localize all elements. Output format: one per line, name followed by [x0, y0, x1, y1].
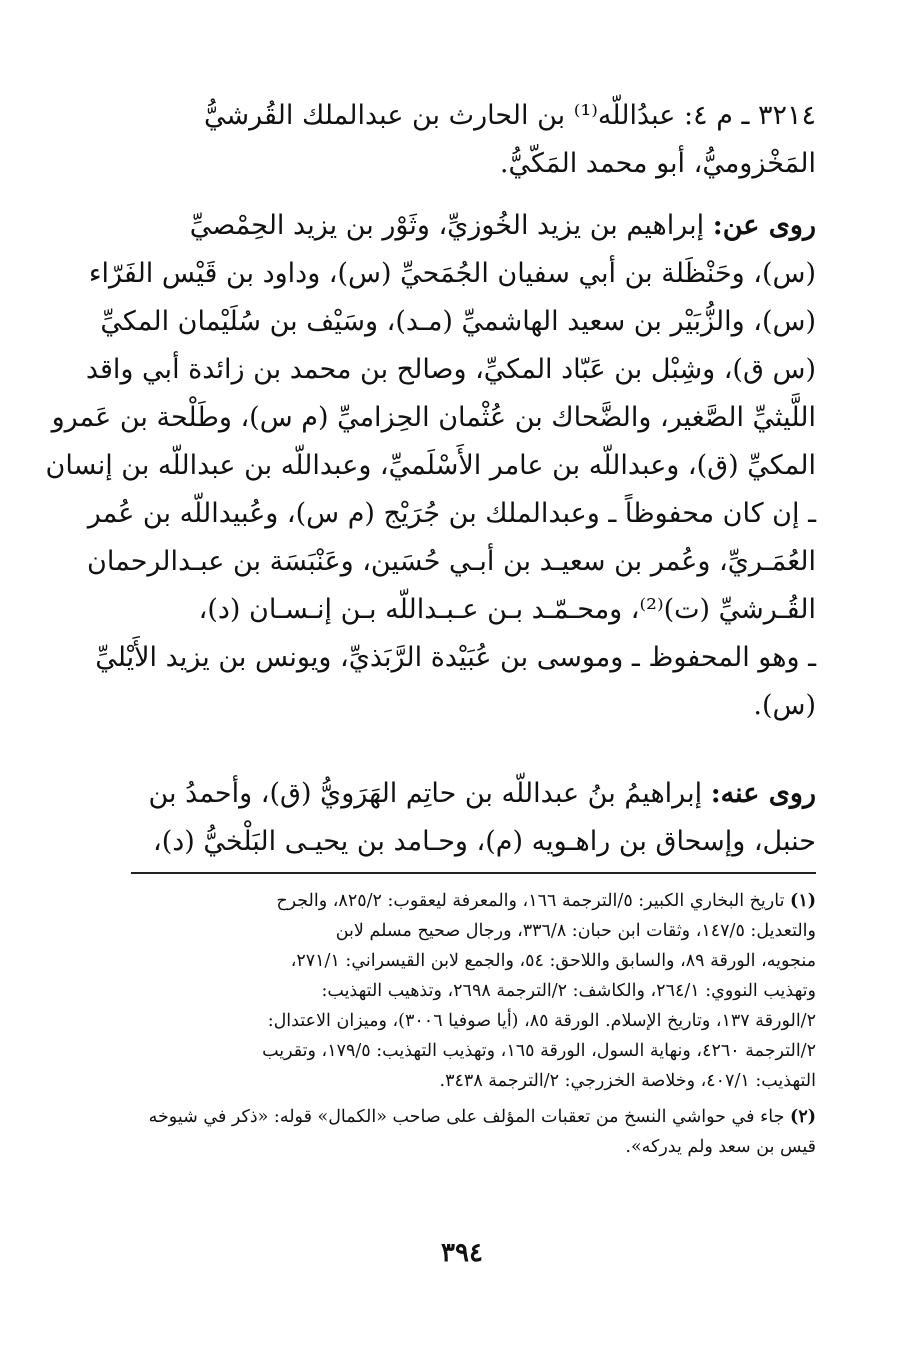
narrators-section — [45, 202, 816, 730]
footnote-1 — [104, 886, 816, 1096]
footnote-line: قيس بن سعد ولم يدركه». — [625, 1137, 816, 1157]
footnote-number: (١) — [790, 891, 816, 911]
narrators-line: (س)، وحَنْظَلة بن أبي سفيان الجُمَحيِّ (س)، وداود بن قَيْس الفَرّاء — [88, 258, 816, 289]
footnote-line: ٢/الورقة ١٣٧، وتاريخ الإسلام. الورقة ٨٥، (أيا صوفيا ٣٠٠٦)، وميزان الاعتدال: — [267, 1011, 816, 1031]
footnote-divider — [131, 872, 816, 874]
narrators-line: (س). — [753, 690, 816, 721]
narrators-label: روى عن: — [712, 210, 816, 241]
entry-heading — [104, 92, 816, 188]
footnote-line — [104, 886, 816, 916]
page-number: ٣٩٤ — [441, 1238, 483, 1268]
footnote-text: جاء في حواشي النسخ من تعقبات المؤلف على صاحب «الكمال» قوله: «ذكر في شيوخه — [148, 1107, 785, 1127]
narrators-line: (س ق)، وشِبْل بن عَبّاد المكيِّ، وصالح بن محمد بن زائدة أبي واقد — [85, 354, 816, 385]
narrators-line: اللَّيثيِّ الصَّغير، والضَّحاك بن عُثْمان الحِزاميِّ (م س)، وطَلْحة بن عَمرو — [51, 402, 816, 433]
footnote-line: والتعديل: ١٤٧/٥، وثقات ابن حبان: ٣٣٦/٨، ورجال صحيح مسلم لابن — [335, 921, 816, 941]
narrators-line: (س)، والزُّبَيْر بن سعيد الهاشميِّ (مـد)، وسَيْف بن سُلَيْمان المكيِّ — [100, 306, 816, 337]
entry-line: المَخْزوميُّ، أبو محمد المَكّيُّ. — [499, 148, 816, 179]
footnote-2 — [104, 1102, 816, 1162]
narrators-line: ـ وهو المحفوظ ـ وموسى بن عُبَيْدة الرَّبَذيِّ، ويونس بن يزيد الأَيْليِّ — [95, 642, 816, 673]
students-text: إبراهيمُ بنُ عبداللّه بن حاتِم الهَرَويُّ (ق)، وأحمدُ بن — [148, 778, 703, 809]
footnote-number: (٢) — [790, 1107, 816, 1127]
footnotes — [104, 886, 816, 1162]
narrators-line: المكيِّ (ق)، وعبداللّه بن عامر الأَسْلَميِّ، وعبداللّه بن عبداللّه بن إنسان — [45, 450, 816, 481]
footnote-line: وتهذيب النووي: ٢٦٤/١، والكاشف: ٢/الترجمة ٢٦٩٨، وتذهيب التهذيب: — [321, 981, 816, 1001]
students-line: حنبل، وإسحاق بن راهـويه (م)، وحـامد بن يحيـى البَلْخيُّ (د)، — [153, 826, 816, 857]
footnote-line — [104, 1102, 816, 1132]
students-section — [104, 770, 816, 866]
narrators-line: القُـرشيِّ (ت)⁽²⁾، ومحـمّـد بـن عـبـداللّه بـن إنـسـان (د)، — [198, 594, 816, 625]
footnote-text: تاريخ البخاري الكبير: ٥/الترجمة ١٦٦، والمعرفة ليعقوب: ٨٢٥/٢، والجرح — [276, 891, 785, 911]
narrators-text: إبراهيم بن يزيد الخُوزيِّ، وثَوْر بن يزيد الحِمْصيِّ — [189, 210, 705, 241]
footnote-line: ٢/الترجمة ٤٢٦٠، ونهاية السول، الورقة ١٦٥، وتهذيب التهذيب: ١٧٩/٥، وتقريب — [262, 1041, 816, 1061]
entry-line: ٣٢١٤ ـ م ٤: عبدُاللّه⁽¹⁾ بن الحارث بن عبدالملك القُرشيُّ — [203, 100, 816, 131]
footnote-line: التهذيب: ٤٠٧/١، وخلاصة الخزرجي: ٢/الترجمة ٣٤٣٨. — [439, 1071, 816, 1091]
students-label: روى عنه: — [710, 778, 816, 809]
narrators-line: ـ إن كان محفوظاً ـ وعبدالملك بن جُرَيْج (م س)، وعُبيداللّه بن عُمر — [87, 498, 816, 529]
narrators-line — [104, 202, 816, 250]
students-line — [104, 770, 816, 818]
footnote-line: منجويه، الورقة ٨٩، والسابق واللاحق: ٥٤، والجمع لابن القيسراني: ٢٧١/١، — [290, 951, 816, 971]
narrators-line: العُمَـريِّ، وعُمر بن سعيـد بن أبـي حُسَين، وعَنْبَسَة بن عبـدالرحمان — [87, 546, 816, 577]
